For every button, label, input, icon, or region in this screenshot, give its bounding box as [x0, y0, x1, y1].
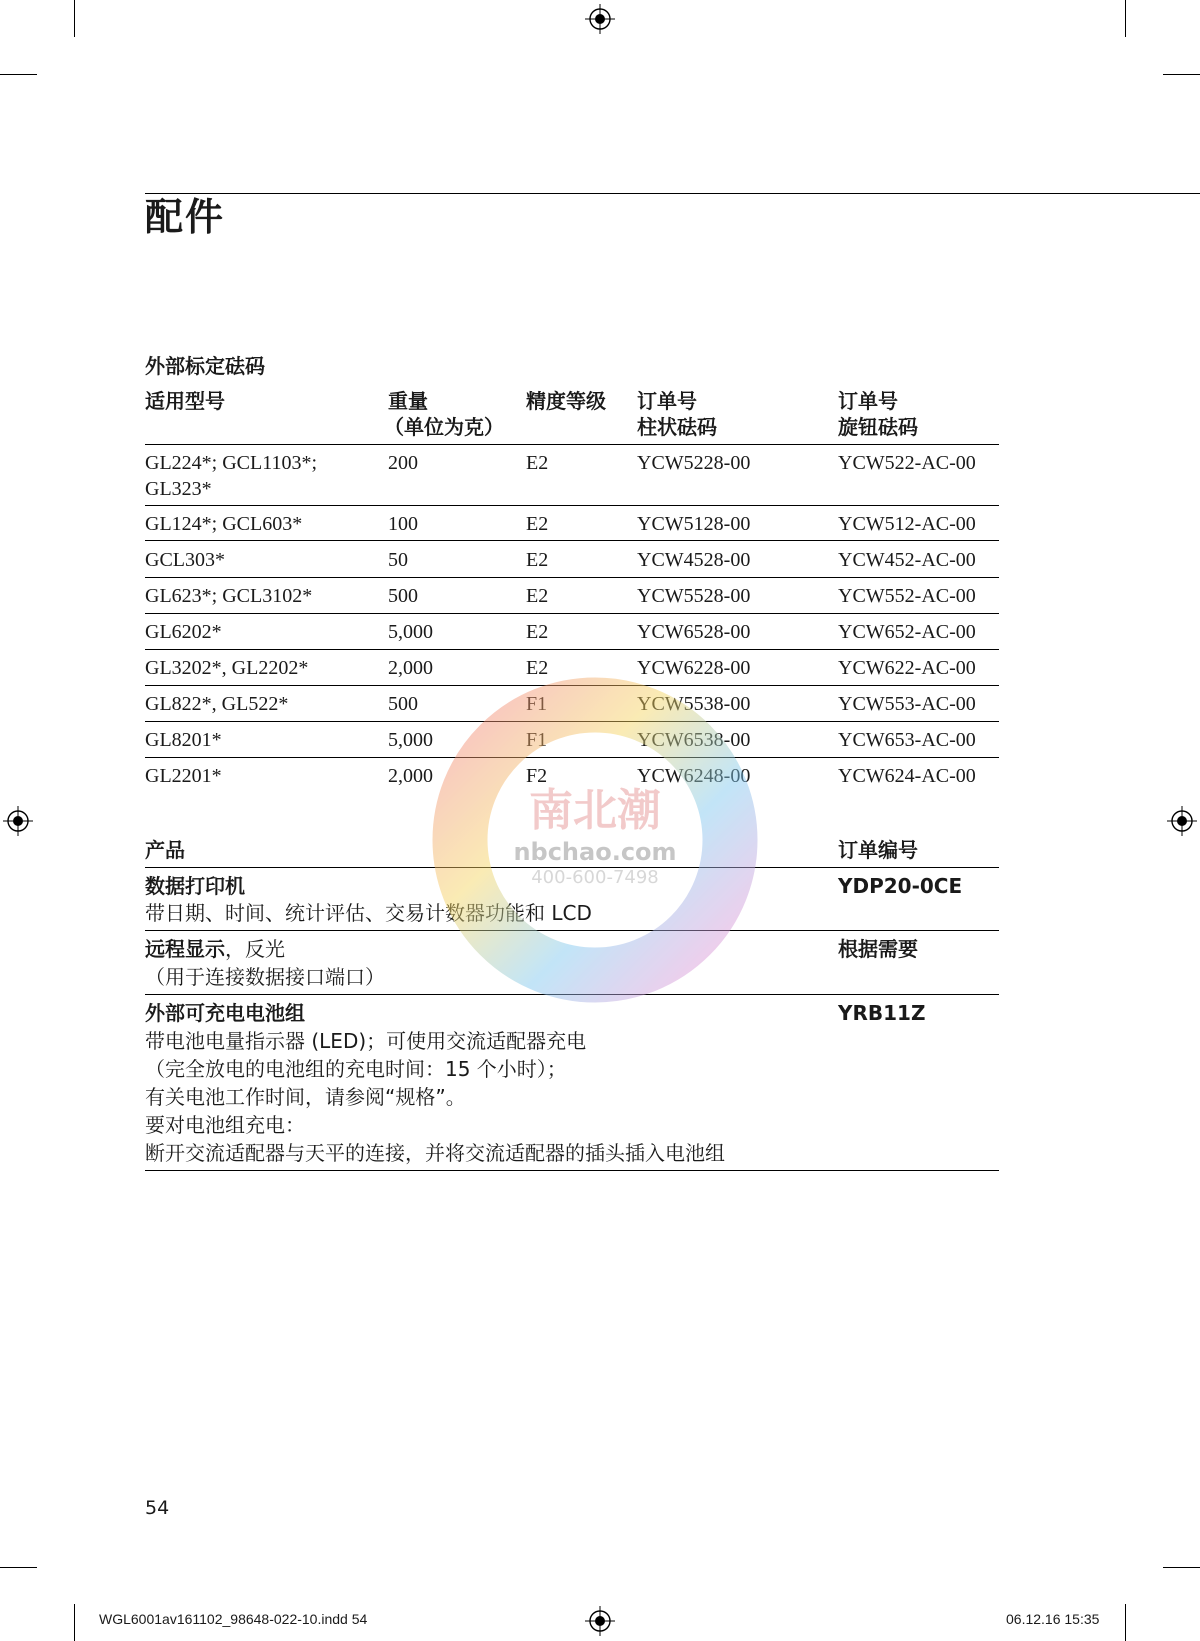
row-5-class: E2	[526, 621, 549, 643]
product-1-desc: 带日期、时间、统计评估、交易计数器功能和 LCD	[145, 901, 592, 925]
row-2-weight: 100	[388, 513, 418, 535]
header-rule	[145, 867, 999, 868]
product-3-desc-3: 有关电池工作时间，请参阅“规格”。	[145, 1085, 466, 1109]
row-8-weight: 5,000	[388, 729, 433, 751]
crop-mark-top-right-h	[1163, 74, 1200, 75]
header-order-cylindrical-sub: 柱状砝码	[637, 415, 717, 439]
row-8-model: GL8201*	[145, 729, 222, 751]
row-5-order-knob: YCW652-AC-00	[838, 621, 976, 643]
watermark-cn: 南北潮	[529, 785, 661, 836]
row-2-class: E2	[526, 513, 549, 535]
slug-right: 06.12.16 15:35	[1006, 1611, 1100, 1627]
registration-mark-bottom-icon	[585, 1606, 615, 1636]
row-4-weight: 500	[388, 585, 418, 607]
row-1-order-knob: YCW522-AC-00	[838, 452, 976, 474]
crop-mark-bottom-right-v	[1125, 1604, 1126, 1641]
crop-mark-bottom-right-h	[1163, 1567, 1200, 1568]
row-7-order-knob: YCW553-AC-00	[838, 693, 976, 715]
crop-mark-bottom-left-h	[0, 1567, 37, 1568]
row-rule	[145, 757, 999, 758]
product-2-name: 远程显示	[145, 937, 225, 961]
row-7-class: F1	[526, 693, 548, 715]
header-weight: 重量	[388, 389, 428, 413]
row-6-order-cylindrical: YCW6228-00	[637, 657, 751, 679]
row-rule	[145, 930, 999, 931]
row-8-order-cylindrical: YCW6538-00	[637, 729, 751, 751]
row-4-order-knob: YCW552-AC-00	[838, 585, 976, 607]
row-5-model: GL6202*	[145, 621, 222, 643]
row-rule	[145, 540, 999, 541]
row-2-model: GL124*; GCL603*	[145, 513, 303, 535]
row-rule	[145, 685, 999, 686]
product-2-order: 根据需要	[838, 937, 918, 961]
row-3-order-knob: YCW452-AC-00	[838, 549, 976, 571]
product-2-name-line	[145, 936, 285, 963]
watermark-phone: 400-600-7498	[531, 867, 659, 888]
product-2-name-suffix: ，反光	[225, 937, 285, 961]
row-7-order-cylindrical: YCW5538-00	[637, 693, 751, 715]
row-rule	[145, 505, 999, 506]
row-9-class: F2	[526, 765, 548, 787]
product-3-name: 外部可充电电池组	[145, 1001, 305, 1025]
row-2-order-cylindrical: YCW5128-00	[637, 513, 751, 535]
row-6-weight: 2,000	[388, 657, 433, 679]
row-4-model: GL623*; GCL3102*	[145, 585, 313, 607]
row-rule	[145, 613, 999, 614]
row-7-weight: 500	[388, 693, 418, 715]
row-9-weight: 2,000	[388, 765, 433, 787]
title-rule	[145, 193, 1200, 194]
page-number: 54	[145, 1497, 170, 1519]
header-order-knob-sub: 旋钮砝码	[838, 415, 918, 439]
row-6-class: E2	[526, 657, 549, 679]
crop-mark-top-left-v	[74, 0, 75, 37]
row-7-model: GL822*, GL522*	[145, 693, 289, 715]
crop-mark-top-left-h	[0, 74, 37, 75]
row-9-model: GL2201*	[145, 765, 222, 787]
row-2-order-knob: YCW512-AC-00	[838, 513, 976, 535]
row-1-weight: 200	[388, 452, 418, 474]
row-rule	[145, 649, 999, 650]
crop-mark-top-right-v	[1125, 0, 1126, 37]
product-1-order: YDP20-0CE	[838, 874, 963, 898]
section-title: 外部标定砝码	[145, 354, 265, 378]
row-rule	[145, 577, 999, 578]
product-3-desc-5: 断开交流适配器与天平的连接，并将交流适配器的插头插入电池组	[145, 1141, 725, 1165]
row-8-order-knob: YCW653-AC-00	[838, 729, 976, 751]
product-3-desc-2: （完全放电的电池组的充电时间：15 个小时）；	[145, 1057, 567, 1081]
product-3-order: YRB11Z	[838, 1001, 926, 1025]
row-1-order-cylindrical: YCW5228-00	[637, 452, 751, 474]
row-3-model: GCL303*	[145, 549, 225, 571]
row-rule	[145, 1170, 999, 1171]
row-9-order-cylindrical: YCW6248-00	[637, 765, 751, 787]
header-class: 精度等级	[526, 389, 606, 413]
slug-left: WGL6001av161102_98648-022-10.indd 54	[99, 1611, 368, 1627]
product-3-desc-4: 要对电池组充电：	[145, 1113, 305, 1137]
row-6-order-knob: YCW622-AC-00	[838, 657, 976, 679]
row-4-class: E2	[526, 585, 549, 607]
header-product: 产品	[145, 838, 185, 862]
row-1-class: E2	[526, 452, 549, 474]
row-4-order-cylindrical: YCW5528-00	[637, 585, 751, 607]
header-model: 适用型号	[145, 389, 225, 413]
row-6-model: GL3202*, GL2202*	[145, 657, 309, 679]
crop-mark-bottom-left-v	[74, 1604, 75, 1641]
row-5-order-cylindrical: YCW6528-00	[637, 621, 751, 643]
product-1-name: 数据打印机	[145, 874, 245, 898]
registration-mark-right-icon	[1167, 806, 1197, 836]
row-3-order-cylindrical: YCW4528-00	[637, 549, 751, 571]
row-rule	[145, 994, 999, 995]
header-rule	[145, 444, 999, 445]
row-1-model: GL224*; GCL1103*;	[145, 452, 318, 474]
row-3-class: E2	[526, 549, 549, 571]
product-3-desc-1: 带电池电量指示器 (LED)；可使用交流适配器充电	[145, 1029, 587, 1053]
row-1-model-cont: GL323*	[145, 478, 212, 500]
registration-mark-left-icon	[3, 806, 33, 836]
product-2-desc: （用于连接数据接口端口）	[145, 965, 385, 989]
row-5-weight: 5,000	[388, 621, 433, 643]
row-3-weight: 50	[388, 549, 408, 571]
row-rule	[145, 721, 999, 722]
row-9-order-knob: YCW624-AC-00	[838, 765, 976, 787]
header-order-knob: 订单号	[838, 389, 898, 413]
watermark-url: nbchao.com	[513, 838, 677, 866]
header-order-cylindrical: 订单号	[637, 389, 697, 413]
registration-mark-top-icon	[585, 4, 615, 34]
page-title: 配件	[145, 195, 226, 239]
row-8-class: F1	[526, 729, 548, 751]
header-weight-unit: （单位为克）	[384, 415, 504, 439]
header-order-number: 订单编号	[838, 838, 918, 862]
